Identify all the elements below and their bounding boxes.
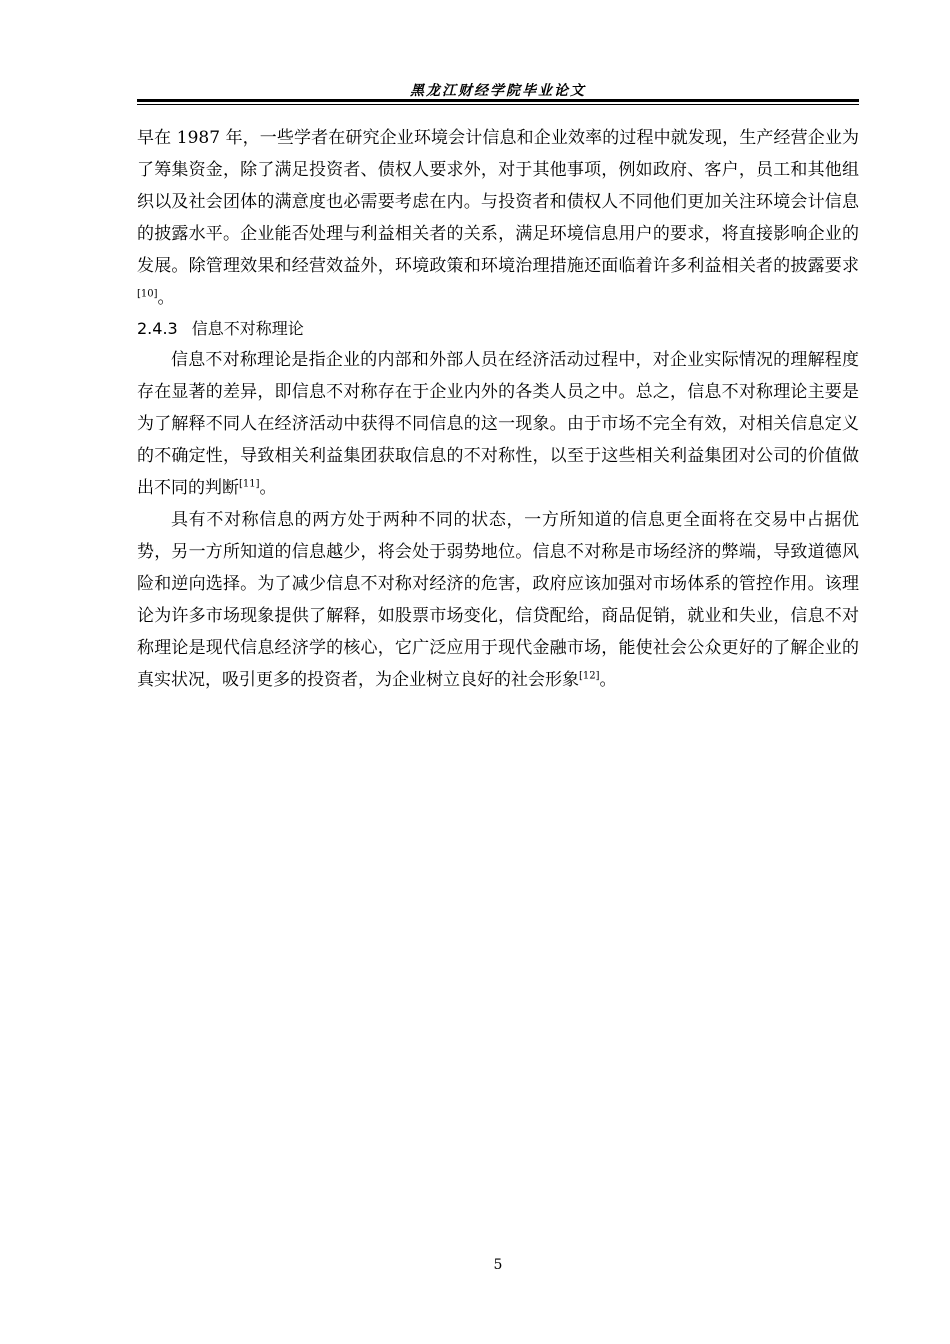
header-rule-thick — [137, 99, 859, 102]
section-number: 2.4.3 — [137, 319, 178, 338]
paragraph-2-end: 。 — [259, 478, 277, 498]
body-text — [137, 122, 859, 696]
citation-ref-10: [10] — [137, 288, 158, 300]
paragraph-2-text: 信息不对称理论是指企业的内部和外部人员在经济活动过程中，对企业实际情况的理解程度存在显著的差异，即信息不对称存在于企业内外的各类人员之中。总之，信息不对称理论主要是为了解释不同人在经济活动中获得不同信息的这一现象。由于市场不完全有效，对相关信息定义的不确定性，导致相关利益集团获取信息的不对称性，以至于这些相关利益集团对公司的价值做出不同的判断 — [137, 350, 859, 498]
paragraph-3-text: 具有不对称信息的两方处于两种不同的状态，一方所知道的信息更全面将在交易中占据优势，另一方所知道的信息越少，将会处于弱势地位。信息不对称是市场经济的弊端，导致道德风险和逆向选择。为了减少信息不对称对经济的危害，政府应该加强对市场体系的管控作用。该理论为许多市场现象提供了解释，如股票市场变化，信贷配给，商品促销，就业和失业，信息不对称理论是现代信息经济学的核心，它广泛应用于现代金融市场，能使社会公众更好的了解企业的真实状况，吸引更多的投资者，为企业树立良好的社会形象 — [137, 510, 859, 690]
header-title: 黑龙江财经学院毕业论文 — [410, 83, 586, 99]
paragraph-1-text: 早在 1987 年，一些学者在研究企业环境会计信息和企业效率的过程中就发现，生产经营企业为了筹集资金，除了满足投资者、债权人要求外，对于其他事项，例如政府、客户，员工和其他组织以及社会团体的满意度也必需要考虑在内。与投资者和债权人不同他们更加关注环境会计信息的披露水平。企业能否处理与利益相关者的关系，满足环境信息用户的要求，将直接影响企业的发展。除管理效果和经营效益外，环境政策和环境治理措施还面临着许多利益相关者的披露要求 — [137, 128, 859, 276]
section-heading — [137, 314, 859, 344]
page-number: 5 — [493, 1257, 503, 1273]
paragraph-2 — [137, 344, 859, 504]
paragraph-1-end: 。 — [157, 288, 175, 308]
paragraph-3 — [137, 504, 859, 696]
section-title: 信息不对称理论 — [191, 319, 304, 338]
paragraph-3-end: 。 — [599, 670, 617, 690]
header-rule-thin — [137, 104, 859, 105]
citation-ref-12: [12] — [579, 670, 600, 682]
paragraph-1 — [137, 122, 859, 314]
citation-ref-11: [11] — [239, 478, 260, 490]
